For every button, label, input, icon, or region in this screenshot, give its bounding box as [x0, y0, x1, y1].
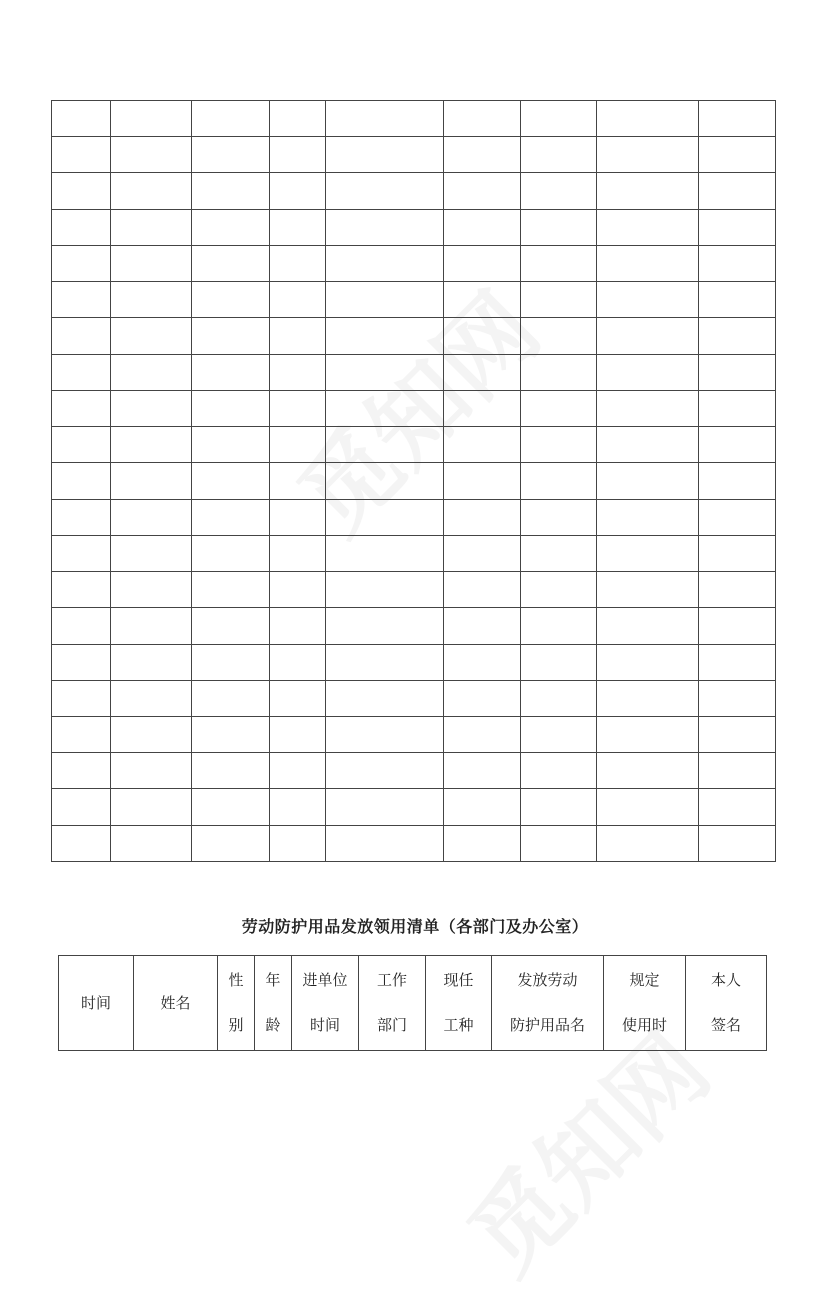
grid-cell — [270, 753, 326, 789]
grid-cell — [699, 390, 776, 426]
grid-cell — [597, 209, 699, 245]
grid-cell — [326, 282, 444, 318]
grid-cell — [270, 427, 326, 463]
grid-cell — [597, 354, 699, 390]
grid-cell — [521, 463, 597, 499]
grid-cell — [444, 390, 521, 426]
grid-row — [52, 209, 776, 245]
grid-cell — [192, 680, 270, 716]
grid-cell — [270, 535, 326, 571]
grid-cell — [699, 716, 776, 752]
grid-cell — [52, 354, 111, 390]
grid-cell — [699, 173, 776, 209]
grid-cell — [192, 137, 270, 173]
header-label: 现任 — [443, 971, 474, 989]
grid-cell — [111, 789, 192, 825]
grid-cell — [52, 716, 111, 752]
grid-cell — [270, 825, 326, 861]
blank-record-grid — [51, 100, 776, 862]
grid-cell — [326, 209, 444, 245]
form-title: 劳动防护用品发放领用清单（各部门及办公室） — [241, 917, 589, 936]
grid-cell — [597, 173, 699, 209]
grid-row — [52, 173, 776, 209]
grid-cell — [270, 499, 326, 535]
grid-cell — [699, 608, 776, 644]
grid-cell — [326, 499, 444, 535]
grid-cell — [111, 499, 192, 535]
grid-cell — [52, 789, 111, 825]
header-label: 本人 — [710, 971, 741, 989]
grid-cell — [326, 825, 444, 861]
grid-row — [52, 825, 776, 861]
grid-cell — [270, 209, 326, 245]
grid-cell — [111, 245, 192, 281]
grid-cell — [270, 354, 326, 390]
grid-cell — [111, 572, 192, 608]
grid-cell — [326, 535, 444, 571]
grid-cell — [326, 245, 444, 281]
grid-cell — [52, 427, 111, 463]
grid-cell — [597, 318, 699, 354]
grid-cell — [699, 572, 776, 608]
grid-cell — [326, 789, 444, 825]
grid-row — [52, 644, 776, 680]
grid-row — [52, 137, 776, 173]
grid-cell — [699, 427, 776, 463]
header-cell — [492, 956, 604, 1051]
grid-row — [52, 390, 776, 426]
grid-cell — [326, 716, 444, 752]
grid-cell — [444, 825, 521, 861]
grid-cell — [521, 354, 597, 390]
grid-cell — [111, 173, 192, 209]
grid-cell — [192, 499, 270, 535]
header-label: 规定 — [629, 971, 660, 989]
grid-cell — [52, 282, 111, 318]
grid-cell — [699, 209, 776, 245]
grid-cell — [270, 680, 326, 716]
grid-cell — [699, 753, 776, 789]
grid-cell — [52, 608, 111, 644]
grid-row — [52, 535, 776, 571]
grid-row — [52, 245, 776, 281]
grid-cell — [52, 535, 111, 571]
grid-cell — [326, 318, 444, 354]
grid-cell — [52, 173, 111, 209]
grid-cell — [326, 390, 444, 426]
header-label: 性 — [228, 971, 244, 989]
grid-cell — [192, 463, 270, 499]
grid-cell — [597, 137, 699, 173]
grid-cell — [521, 608, 597, 644]
grid-cell — [270, 173, 326, 209]
grid-cell — [52, 209, 111, 245]
grid-row — [52, 572, 776, 608]
grid-cell — [521, 789, 597, 825]
grid-cell — [444, 499, 521, 535]
grid-cell — [192, 572, 270, 608]
grid-cell — [270, 572, 326, 608]
grid-cell — [192, 101, 270, 137]
grid-cell — [192, 427, 270, 463]
grid-cell — [111, 463, 192, 499]
header-cell — [134, 956, 218, 1051]
grid-cell — [270, 644, 326, 680]
grid-cell — [111, 716, 192, 752]
grid-cell — [111, 209, 192, 245]
grid-cell — [52, 680, 111, 716]
grid-row — [52, 427, 776, 463]
grid-cell — [444, 318, 521, 354]
grid-cell — [52, 825, 111, 861]
grid-cell — [444, 101, 521, 137]
grid-cell — [52, 318, 111, 354]
form-header-table — [58, 955, 767, 1051]
grid-cell — [597, 608, 699, 644]
header-cell — [426, 956, 492, 1051]
header-cell — [255, 956, 292, 1051]
grid-cell — [521, 245, 597, 281]
grid-cell — [444, 427, 521, 463]
grid-cell — [597, 427, 699, 463]
header-label: 工种 — [443, 1016, 474, 1034]
grid-cell — [597, 463, 699, 499]
grid-cell — [521, 101, 597, 137]
grid-cell — [699, 463, 776, 499]
grid-cell — [444, 245, 521, 281]
grid-cell — [597, 282, 699, 318]
grid-cell — [521, 137, 597, 173]
header-label: 防护用品名 — [509, 1016, 585, 1034]
grid-row — [52, 789, 776, 825]
grid-row — [52, 608, 776, 644]
grid-cell — [521, 390, 597, 426]
grid-cell — [111, 282, 192, 318]
grid-cell — [444, 572, 521, 608]
grid-row — [52, 354, 776, 390]
grid-cell — [111, 680, 192, 716]
grid-cell — [699, 245, 776, 281]
grid-cell — [52, 390, 111, 426]
grid-cell — [597, 499, 699, 535]
grid-cell — [192, 282, 270, 318]
grid-cell — [444, 789, 521, 825]
grid-cell — [597, 753, 699, 789]
grid-cell — [270, 101, 326, 137]
grid-cell — [270, 463, 326, 499]
grid-cell — [444, 354, 521, 390]
grid-cell — [597, 245, 699, 281]
grid-cell — [326, 463, 444, 499]
grid-cell — [52, 137, 111, 173]
grid-cell — [444, 716, 521, 752]
grid-cell — [111, 427, 192, 463]
grid-cell — [192, 825, 270, 861]
grid-cell — [192, 535, 270, 571]
grid-cell — [52, 499, 111, 535]
header-label: 部门 — [376, 1016, 407, 1034]
grid-cell — [444, 608, 521, 644]
grid-cell — [111, 753, 192, 789]
header-label: 进单位 — [302, 971, 348, 989]
grid-cell — [597, 390, 699, 426]
header-label: 使用时 — [621, 1016, 667, 1034]
grid-cell — [444, 209, 521, 245]
header-cell — [359, 956, 426, 1051]
header-label: 别 — [228, 1016, 244, 1034]
grid-cell — [444, 644, 521, 680]
grid-cell — [192, 644, 270, 680]
grid-cell — [326, 572, 444, 608]
grid-row — [52, 753, 776, 789]
grid-row — [52, 101, 776, 137]
grid-cell — [521, 753, 597, 789]
grid-cell — [444, 535, 521, 571]
grid-cell — [52, 101, 111, 137]
header-label: 发放劳动 — [517, 971, 578, 989]
grid-cell — [111, 354, 192, 390]
grid-cell — [192, 209, 270, 245]
grid-cell — [521, 282, 597, 318]
header-cell — [59, 956, 134, 1051]
grid-cell — [192, 753, 270, 789]
grid-cell — [444, 463, 521, 499]
grid-cell — [597, 572, 699, 608]
grid-cell — [699, 101, 776, 137]
grid-cell — [270, 245, 326, 281]
grid-cell — [699, 354, 776, 390]
grid-cell — [111, 535, 192, 571]
grid-cell — [52, 245, 111, 281]
grid-cell — [521, 173, 597, 209]
header-label: 工作 — [376, 971, 407, 989]
grid-cell — [444, 137, 521, 173]
grid-cell — [270, 789, 326, 825]
grid-cell — [52, 463, 111, 499]
grid-cell — [326, 137, 444, 173]
grid-cell — [699, 680, 776, 716]
grid-cell — [270, 282, 326, 318]
grid-cell — [111, 101, 192, 137]
header-label: 姓名 — [160, 993, 191, 1012]
grid-cell — [326, 680, 444, 716]
grid-cell — [111, 137, 192, 173]
grid-row — [52, 463, 776, 499]
grid-cell — [699, 789, 776, 825]
grid-cell — [111, 390, 192, 426]
grid-cell — [597, 644, 699, 680]
grid-cell — [270, 390, 326, 426]
grid-cell — [521, 318, 597, 354]
header-label: 时间 — [80, 993, 111, 1012]
grid-cell — [111, 608, 192, 644]
grid-cell — [192, 173, 270, 209]
grid-cell — [444, 680, 521, 716]
grid-cell — [699, 825, 776, 861]
grid-cell — [521, 680, 597, 716]
grid-cell — [597, 535, 699, 571]
grid-cell — [597, 789, 699, 825]
grid-cell — [111, 318, 192, 354]
grid-cell — [444, 173, 521, 209]
grid-cell — [597, 716, 699, 752]
grid-cell — [699, 282, 776, 318]
grid-cell — [444, 753, 521, 789]
grid-cell — [192, 390, 270, 426]
grid-cell — [52, 644, 111, 680]
grid-cell — [521, 499, 597, 535]
grid-cell — [521, 427, 597, 463]
grid-cell — [521, 644, 597, 680]
grid-cell — [521, 572, 597, 608]
grid-cell — [521, 535, 597, 571]
header-cell — [604, 956, 686, 1051]
grid-cell — [521, 209, 597, 245]
grid-row — [52, 499, 776, 535]
header-label: 龄 — [265, 1016, 281, 1034]
grid-cell — [326, 427, 444, 463]
grid-cell — [597, 825, 699, 861]
grid-cell — [192, 245, 270, 281]
grid-cell — [699, 499, 776, 535]
grid-cell — [699, 535, 776, 571]
grid-cell — [699, 318, 776, 354]
grid-cell — [597, 101, 699, 137]
grid-cell — [699, 137, 776, 173]
grid-cell — [270, 608, 326, 644]
grid-cell — [270, 137, 326, 173]
grid-cell — [326, 608, 444, 644]
header-cell — [686, 956, 767, 1051]
grid-cell — [111, 825, 192, 861]
grid-cell — [192, 318, 270, 354]
header-label: 签名 — [710, 1016, 741, 1034]
grid-cell — [192, 716, 270, 752]
grid-row — [52, 318, 776, 354]
grid-cell — [521, 716, 597, 752]
header-label: 年 — [265, 971, 281, 989]
grid-cell — [597, 680, 699, 716]
grid-cell — [192, 789, 270, 825]
grid-cell — [52, 753, 111, 789]
grid-cell — [111, 644, 192, 680]
grid-cell — [444, 282, 521, 318]
grid-cell — [192, 354, 270, 390]
header-cell — [292, 956, 359, 1051]
grid-cell — [192, 608, 270, 644]
grid-cell — [326, 101, 444, 137]
grid-cell — [270, 716, 326, 752]
grid-cell — [270, 318, 326, 354]
header-label: 时间 — [309, 1016, 340, 1034]
grid-row — [52, 716, 776, 752]
grid-cell — [326, 173, 444, 209]
grid-row — [52, 282, 776, 318]
header-row — [59, 956, 767, 1051]
grid-row — [52, 680, 776, 716]
grid-cell — [326, 753, 444, 789]
grid-cell — [326, 354, 444, 390]
grid-cell — [521, 825, 597, 861]
grid-cell — [52, 572, 111, 608]
grid-cell — [326, 644, 444, 680]
grid-cell — [699, 644, 776, 680]
header-cell — [218, 956, 255, 1051]
